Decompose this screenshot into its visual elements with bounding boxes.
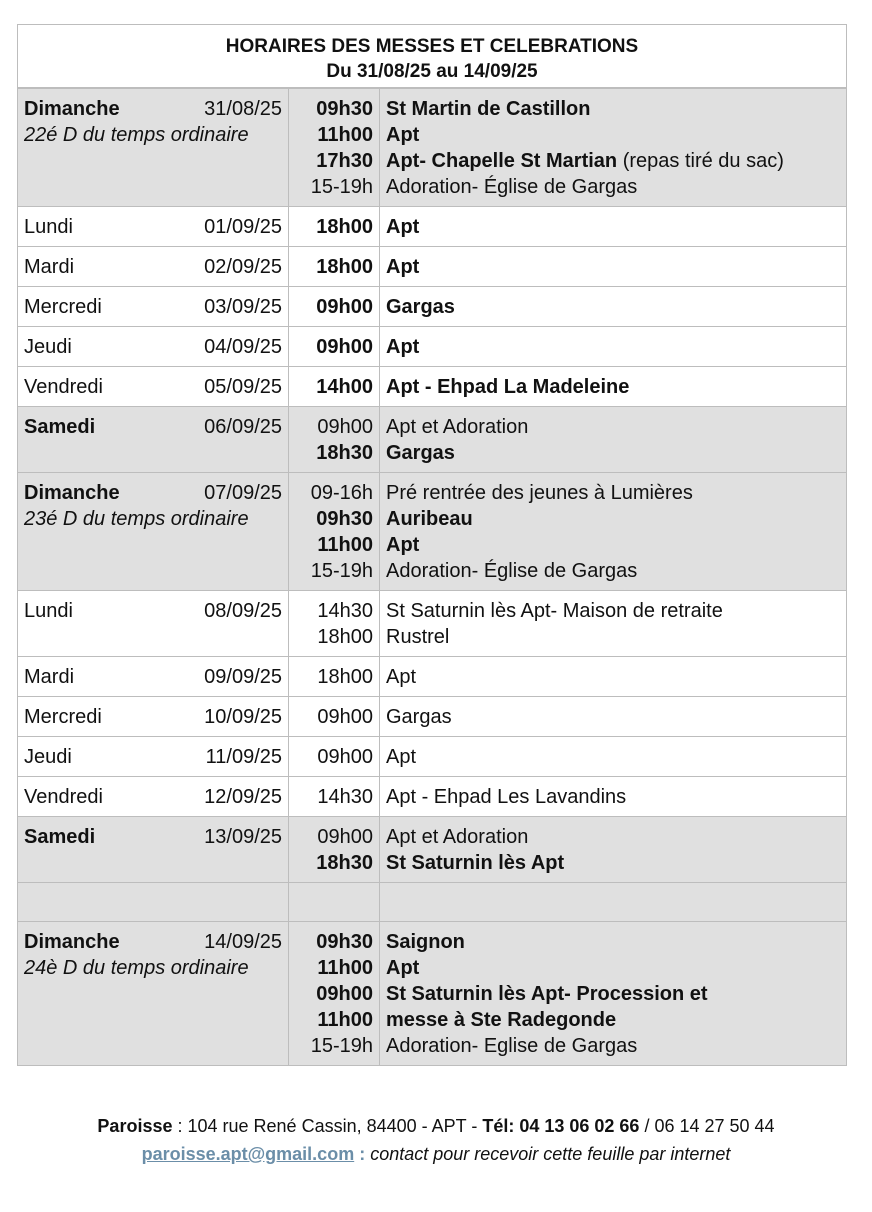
service-place-line — [386, 981, 840, 1007]
day-date: 02/09/25 — [204, 256, 282, 278]
service-place-line — [386, 824, 840, 850]
schedule-row — [18, 287, 847, 327]
time-cell — [289, 473, 380, 591]
service-place-line — [386, 624, 840, 650]
service-time: 18h30 — [316, 442, 373, 464]
footer-contact-line — [0, 1144, 872, 1165]
day-date: 12/09/25 — [204, 786, 282, 808]
day-cell — [18, 207, 289, 247]
day-date: 13/09/25 — [204, 826, 282, 848]
day-cell — [18, 591, 289, 657]
day-cell — [18, 407, 289, 473]
service-place: Rustrel — [386, 626, 450, 648]
service-time: 18h00 — [317, 626, 373, 648]
service-place-line — [386, 334, 840, 360]
day-date: 05/09/25 — [204, 376, 282, 398]
service-place-line — [386, 784, 840, 810]
place-cell — [380, 367, 847, 407]
service-place: Apt — [386, 666, 417, 688]
day-cell — [18, 287, 289, 327]
service-place-line — [386, 558, 840, 584]
service-place-line — [386, 1007, 840, 1033]
day-name: Samedi — [24, 826, 96, 848]
day-date: 11/09/25 — [205, 746, 282, 768]
schedule-row — [18, 247, 847, 287]
place-cell — [380, 777, 847, 817]
schedule-row — [18, 407, 847, 473]
place-cell — [380, 883, 847, 922]
service-place-line — [386, 374, 840, 400]
place-cell — [380, 817, 847, 883]
day-date: 14/09/25 — [204, 931, 282, 953]
service-place: St Saturnin lès Apt- Maison de retraite — [386, 600, 723, 622]
day-name: Lundi — [24, 216, 73, 238]
service-time: 18h00 — [316, 216, 373, 238]
schedule-header — [17, 24, 847, 88]
service-note: (repas tiré du sac) — [622, 150, 784, 172]
service-place-line — [386, 440, 840, 466]
time-cell — [289, 697, 380, 737]
time-cell — [289, 922, 380, 1066]
schedule-row — [18, 367, 847, 407]
service-time: 11h00 — [317, 957, 373, 979]
service-place-line — [386, 414, 840, 440]
day-cell — [18, 327, 289, 367]
day-cell — [18, 657, 289, 697]
place-cell — [380, 591, 847, 657]
service-place-line — [386, 148, 840, 174]
service-time: 18h00 — [316, 256, 373, 278]
service-place: St Martin de Castillon — [386, 98, 591, 120]
service-time: 09h30 — [316, 508, 373, 530]
service-place-line — [386, 174, 840, 200]
service-place-line — [386, 506, 840, 532]
service-place: Apt - Ehpad La Madeleine — [386, 376, 630, 398]
schedule-row — [18, 697, 847, 737]
service-time: 09h00 — [317, 826, 373, 848]
service-place: Apt et Adoration — [386, 826, 529, 848]
service-place: Apt et Adoration — [386, 416, 529, 438]
service-time: 17h30 — [316, 150, 373, 172]
service-place-line — [386, 1033, 840, 1059]
day-name: Vendredi — [24, 376, 103, 398]
day-name: Dimanche — [24, 98, 120, 120]
service-place: Apt — [386, 746, 417, 768]
day-cell — [18, 247, 289, 287]
time-cell — [289, 89, 380, 207]
service-place: Adoration- Église de Gargas — [386, 176, 638, 198]
day-cell — [18, 883, 289, 922]
service-place: Apt — [386, 256, 420, 278]
service-place: Gargas — [386, 296, 455, 318]
parish-label: Paroisse — [97, 1116, 173, 1136]
service-place: Pré rentrée des jeunes à Lumières — [386, 482, 693, 504]
service-place: Adoration- Eglise de Gargas — [386, 1035, 638, 1057]
schedule-row — [18, 327, 847, 367]
schedule-row — [18, 657, 847, 697]
service-place-line — [386, 850, 840, 876]
day-cell — [18, 922, 289, 1066]
service-place-line — [386, 704, 840, 730]
liturgical-sunday: 24è D du temps ordinaire — [24, 957, 249, 979]
time-cell — [289, 327, 380, 367]
footer-address-line — [0, 1116, 872, 1137]
service-time: 15-19h — [310, 560, 373, 582]
schedule-row — [18, 777, 847, 817]
service-place: Apt — [386, 957, 420, 979]
service-time: 15-19h — [310, 1035, 373, 1057]
email-separator: : — [354, 1144, 371, 1164]
day-cell — [18, 817, 289, 883]
schedule-row — [18, 922, 847, 1066]
service-place: St Saturnin lès Apt — [386, 852, 565, 874]
day-date: 07/09/25 — [204, 482, 282, 504]
page-title: HORAIRES DES MESSES ET CELEBRATIONS — [225, 36, 639, 57]
service-time: 09h00 — [316, 336, 373, 358]
day-name: Jeudi — [24, 336, 72, 358]
service-place: Apt — [386, 124, 420, 146]
day-name: Mercredi — [24, 706, 102, 728]
day-name: Mercredi — [24, 296, 102, 318]
time-cell — [289, 367, 380, 407]
time-cell — [289, 737, 380, 777]
service-place-line — [386, 664, 840, 690]
service-place: St Saturnin lès Apt- Procession et — [386, 983, 708, 1005]
service-place: Apt — [386, 336, 420, 358]
day-cell — [18, 89, 289, 207]
service-place-line — [386, 532, 840, 558]
time-cell — [289, 407, 380, 473]
service-time: 11h00 — [317, 1009, 373, 1031]
service-time: 14h30 — [317, 786, 373, 808]
service-time: 11h00 — [317, 534, 373, 556]
service-time: 09h00 — [317, 746, 373, 768]
service-time: 11h00 — [317, 124, 373, 146]
time-cell — [289, 883, 380, 922]
place-cell — [380, 207, 847, 247]
service-time: 09h30 — [316, 98, 373, 120]
service-place-line — [386, 96, 840, 122]
service-place-line — [386, 294, 840, 320]
day-date: 09/09/25 — [204, 666, 282, 688]
day-name: Dimanche — [24, 931, 120, 953]
schedule-row — [18, 591, 847, 657]
day-cell — [18, 737, 289, 777]
schedule-row — [18, 817, 847, 883]
service-time: 15-19h — [310, 176, 373, 198]
day-cell — [18, 367, 289, 407]
schedule-table — [17, 88, 847, 1066]
service-time: 09h00 — [317, 416, 373, 438]
schedule-row — [18, 473, 847, 591]
service-place-line — [386, 744, 840, 770]
service-place: Apt — [386, 216, 420, 238]
place-cell — [380, 407, 847, 473]
service-place: Gargas — [386, 442, 455, 464]
day-name: Jeudi — [24, 746, 72, 768]
service-time: 09h00 — [316, 296, 373, 318]
service-place-line — [386, 214, 840, 240]
service-place-line — [386, 598, 840, 624]
service-place: Adoration- Église de Gargas — [386, 560, 638, 582]
time-cell — [289, 817, 380, 883]
service-time: 18h30 — [316, 852, 373, 874]
schedule-row — [18, 207, 847, 247]
place-cell — [380, 89, 847, 207]
place-cell — [380, 287, 847, 327]
service-place: Apt- Chapelle St Martian — [386, 150, 618, 172]
service-place: Saignon — [386, 931, 465, 953]
day-name: Vendredi — [24, 786, 103, 808]
day-date: 31/08/25 — [204, 98, 282, 120]
time-cell — [289, 207, 380, 247]
place-cell — [380, 737, 847, 777]
day-name: Mardi — [24, 666, 75, 688]
schedule-row — [18, 737, 847, 777]
email-link[interactable]: paroisse.apt@gmail.com — [141, 1144, 355, 1164]
place-cell — [380, 247, 847, 287]
service-place-line — [386, 122, 840, 148]
liturgical-sunday: 22é D du temps ordinaire — [24, 124, 249, 146]
time-cell — [289, 777, 380, 817]
time-cell — [289, 247, 380, 287]
place-cell — [380, 657, 847, 697]
service-place: messe à Ste Radegonde — [386, 1009, 617, 1031]
service-place-line — [386, 929, 840, 955]
service-place: Apt - Ehpad Les Lavandins — [386, 786, 627, 808]
liturgical-sunday: 23é D du temps ordinaire — [24, 508, 249, 530]
service-place-line — [386, 480, 840, 506]
schedule-row — [18, 883, 847, 922]
service-place: Gargas — [386, 706, 452, 728]
time-cell — [289, 287, 380, 327]
day-name: Dimanche — [24, 482, 120, 504]
place-cell — [380, 697, 847, 737]
service-time: 18h00 — [317, 666, 373, 688]
phone-secondary: / 06 14 27 50 44 — [639, 1116, 775, 1136]
service-time: 14h30 — [317, 600, 373, 622]
contact-text: contact pour recevoir cette feuille par internet — [370, 1144, 731, 1164]
day-date: 06/09/25 — [204, 416, 282, 438]
day-cell — [18, 777, 289, 817]
schedule-row — [18, 89, 847, 207]
service-time: 09h00 — [317, 706, 373, 728]
place-cell — [380, 327, 847, 367]
schedule-sheet — [17, 24, 847, 1066]
date-range: Du 31/08/25 au 14/09/25 — [326, 61, 538, 82]
day-date: 10/09/25 — [204, 706, 282, 728]
day-name: Samedi — [24, 416, 96, 438]
service-time: 09h30 — [316, 931, 373, 953]
service-place: Auribeau — [386, 508, 473, 530]
day-name: Mardi — [24, 256, 75, 278]
service-place-line — [386, 955, 840, 981]
day-date: 03/09/25 — [204, 296, 282, 318]
day-date: 04/09/25 — [204, 336, 282, 358]
place-cell — [380, 922, 847, 1066]
service-time: 09h00 — [316, 983, 373, 1005]
service-place-line — [386, 254, 840, 280]
time-cell — [289, 591, 380, 657]
parish-address: : 104 rue René Cassin, 84400 - APT - — [172, 1116, 483, 1136]
phone-primary: Tél: 04 13 06 02 66 — [482, 1116, 640, 1136]
day-name: Lundi — [24, 600, 73, 622]
day-cell — [18, 697, 289, 737]
place-cell — [380, 473, 847, 591]
service-place: Apt — [386, 534, 420, 556]
service-time: 14h00 — [316, 376, 373, 398]
service-time: 09-16h — [310, 482, 373, 504]
day-date: 08/09/25 — [204, 600, 282, 622]
day-cell — [18, 473, 289, 591]
day-date: 01/09/25 — [204, 216, 282, 238]
time-cell — [289, 657, 380, 697]
